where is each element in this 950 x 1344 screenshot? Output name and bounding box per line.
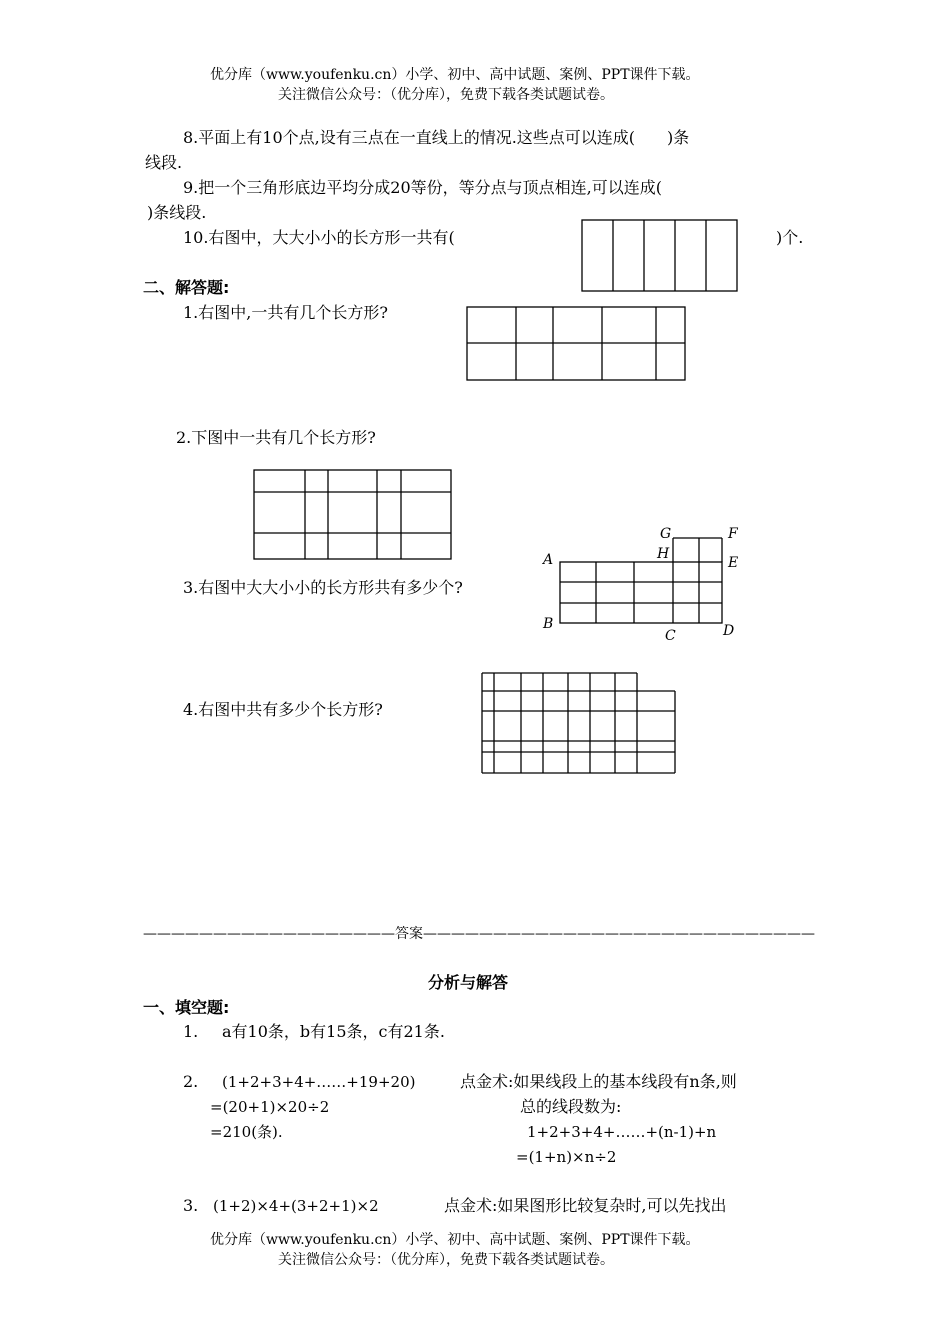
figure-label-f: F	[728, 526, 738, 542]
tip-2-line-2: 总的线段数为:	[520, 1097, 622, 1116]
figure-label-b: B	[543, 616, 554, 632]
header-line-2: 关注微信公众号：（优分库），免费下载各类试题试卷。	[278, 87, 614, 103]
tip-2-line-1: 点金术:如果线段上的基本线段有n条,则	[460, 1072, 737, 1091]
answers-section-title: 一、填空题:	[143, 998, 230, 1017]
figure-label-h: H	[657, 546, 670, 562]
answers-title: 分析与解答	[428, 973, 509, 992]
question-8-line-1: 8.平面上有10个点,设有三点在一直线上的情况.这些点可以连成( )条	[183, 128, 690, 147]
answer-2-line-1: (1+2+3+4+……+19+20)	[222, 1073, 416, 1091]
figure-label-c: C	[665, 628, 676, 644]
question-8-line-2: 线段.	[145, 153, 183, 172]
question-s2-1: 1.右图中,一共有几个长方形?	[183, 303, 388, 322]
question-10-left: 10.右图中，大大小小的长方形一共有(	[183, 228, 455, 247]
answer-2-number: 2.	[183, 1072, 199, 1091]
question-s2-2: 2.下图中一共有几个长方形?	[176, 428, 376, 447]
footer-line-2: 关注微信公众号：（优分库），免费下载各类试题试卷。	[278, 1252, 614, 1268]
figure-label-e: E	[728, 555, 739, 571]
header-line-1: 优分库（www.youfenku.cn）小学、初中、高中试题、案例、PPT课件下载。	[210, 67, 700, 83]
answer-divider: ——————————————————答案————————————————————————————	[143, 926, 815, 942]
figure-label-g: G	[660, 526, 672, 542]
answer-1-text: a有10条，b有15条，c有21条.	[222, 1022, 445, 1041]
answer-2-line-3: =210(条).	[210, 1123, 283, 1141]
question-9-line-1: 9.把一个三角形底边平均分成20等份，等分点与顶点相连,可以连成(	[183, 178, 662, 197]
question-9-line-2: )条线段.	[147, 203, 207, 222]
question-s2-4: 4.右图中共有多少个长方形?	[183, 700, 383, 719]
answer-3-line-1: (1+2)×4+(3+2+1)×2	[213, 1197, 379, 1215]
answer-3-number: 3.	[183, 1196, 199, 1215]
question-s2-3: 3.右图中大大小小的长方形共有多少个?	[183, 578, 463, 597]
section-2-title: 二、解答题:	[143, 278, 230, 297]
question-10-right: )个.	[776, 228, 804, 247]
answer-2-line-2: =(20+1)×20÷2	[210, 1098, 330, 1116]
tip-2-formula-1: 1+2+3+4+……+(n-1)+n	[527, 1123, 717, 1141]
answer-1-number: 1.	[183, 1022, 199, 1041]
tip-2-formula-2: =(1+n)×n÷2	[516, 1148, 617, 1166]
figure-label-a: A	[543, 552, 554, 568]
tip-3-line-1: 点金术:如果图形比较复杂时,可以先找出	[444, 1196, 727, 1215]
footer-line-1: 优分库（www.youfenku.cn）小学、初中、高中试题、案例、PPT课件下载。	[210, 1232, 700, 1248]
figure-label-d: D	[723, 623, 735, 639]
